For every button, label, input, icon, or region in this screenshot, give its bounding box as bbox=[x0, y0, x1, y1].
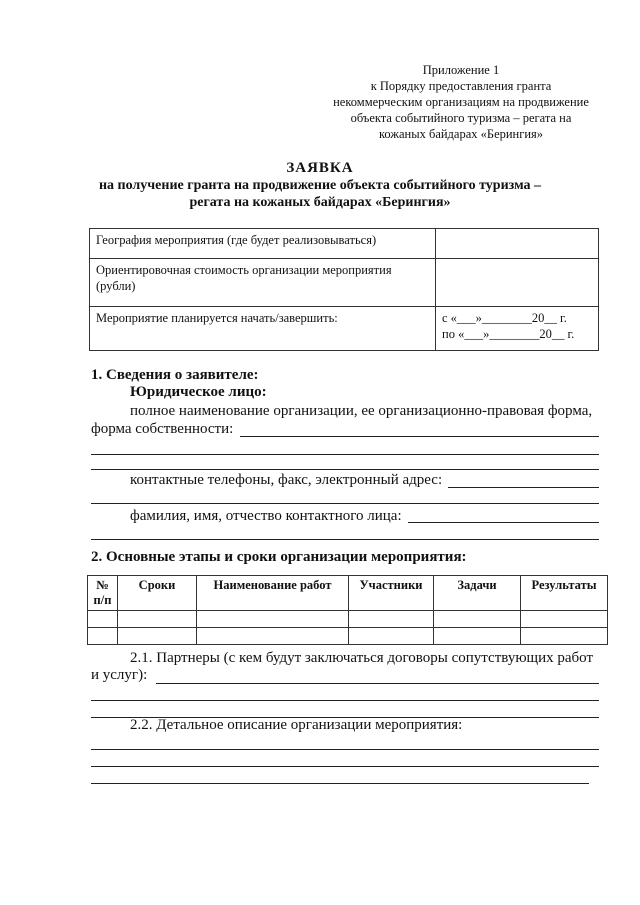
dates-field[interactable] bbox=[436, 307, 599, 351]
partners-label: 2.1. Партнеры (с кем будут заключаться договоры сопутствующих работ bbox=[130, 650, 593, 666]
document-title bbox=[0, 160, 640, 211]
column-header: Сроки bbox=[118, 576, 197, 611]
section2-heading: 2. Основные этапы и сроки организации мероприятия: bbox=[91, 549, 467, 565]
table-row bbox=[88, 611, 608, 628]
appendix-line: объекта событийного туризма – регата на bbox=[350, 111, 572, 125]
description-label: 2.2. Детальное описание организации мероприятия: bbox=[130, 717, 463, 733]
start-date: с «___»________20__ г. bbox=[442, 311, 567, 325]
table-cell[interactable] bbox=[434, 628, 521, 645]
table-cell[interactable] bbox=[521, 611, 608, 628]
title-sub-1: на получение гранта на продвижение объекта событийного туризма – bbox=[98, 178, 542, 193]
partners-label-2: и услуг): bbox=[91, 667, 148, 683]
contact-person-field[interactable] bbox=[408, 522, 599, 523]
table-cell[interactable] bbox=[88, 611, 118, 628]
event-info-table bbox=[89, 228, 599, 351]
table-cell[interactable] bbox=[118, 611, 197, 628]
appendix-block bbox=[320, 62, 602, 142]
table-cell[interactable] bbox=[349, 628, 434, 645]
table-cell[interactable] bbox=[197, 611, 349, 628]
column-header: Наименование работ bbox=[197, 576, 349, 611]
legal-entity-heading: Юридическое лицо: bbox=[130, 384, 267, 400]
contact-person-field-line[interactable] bbox=[91, 539, 599, 540]
title-sub-2: регата на кожаных байдарах «Берингия» bbox=[189, 195, 451, 210]
geography-label: География мероприятия (где будет реализовываться) bbox=[90, 229, 436, 259]
dates-label: Мероприятие планируется начать/завершить: bbox=[90, 307, 436, 351]
partners-field-line[interactable] bbox=[91, 700, 599, 701]
title-main: ЗАЯВКА bbox=[286, 160, 354, 176]
contact-person-label: фамилия, имя, отчество контактного лица: bbox=[130, 508, 402, 524]
ownership-label: форма собственности: bbox=[91, 421, 234, 437]
table-cell[interactable] bbox=[118, 628, 197, 645]
cost-field[interactable] bbox=[436, 259, 599, 307]
ownership-field[interactable] bbox=[240, 436, 599, 437]
description-field-line[interactable] bbox=[91, 766, 599, 767]
contacts-field[interactable] bbox=[448, 487, 599, 488]
appendix-line: к Порядку предоставления гранта bbox=[370, 79, 552, 93]
geography-field[interactable] bbox=[436, 229, 599, 259]
end-date: по «___»________20__ г. bbox=[442, 327, 575, 341]
table-cell[interactable] bbox=[349, 611, 434, 628]
appendix-line: Приложение 1 bbox=[422, 63, 500, 77]
appendix-line: кожаных байдарах «Берингия» bbox=[378, 127, 544, 141]
section1-heading: 1. Сведения о заявителе: bbox=[91, 367, 259, 383]
description-field-line[interactable] bbox=[91, 749, 599, 750]
appendix-line: некоммерческим организациям на продвижение bbox=[333, 95, 589, 109]
partners-field[interactable] bbox=[156, 683, 599, 684]
table-cell[interactable] bbox=[521, 628, 608, 645]
column-header: Результаты bbox=[521, 576, 608, 611]
stages-table bbox=[87, 575, 608, 645]
cost-label: Ориентировочная стоимость организации мероприятия (рубли) bbox=[90, 259, 436, 307]
org-field-line[interactable] bbox=[91, 469, 599, 470]
table-row bbox=[88, 628, 608, 645]
contacts-field-line[interactable] bbox=[91, 503, 599, 504]
column-header: № п/п bbox=[88, 576, 118, 611]
table-cell[interactable] bbox=[88, 628, 118, 645]
description-field-line[interactable] bbox=[91, 783, 589, 784]
org-name-label: полное наименование организации, ее организационно-правовая форма, bbox=[130, 403, 593, 419]
contacts-label: контактные телефоны, факс, электронный адрес: bbox=[130, 472, 443, 488]
column-header: Задачи bbox=[434, 576, 521, 611]
org-field-line[interactable] bbox=[91, 454, 599, 455]
column-header: Участники bbox=[349, 576, 434, 611]
table-cell[interactable] bbox=[434, 611, 521, 628]
table-cell[interactable] bbox=[197, 628, 349, 645]
